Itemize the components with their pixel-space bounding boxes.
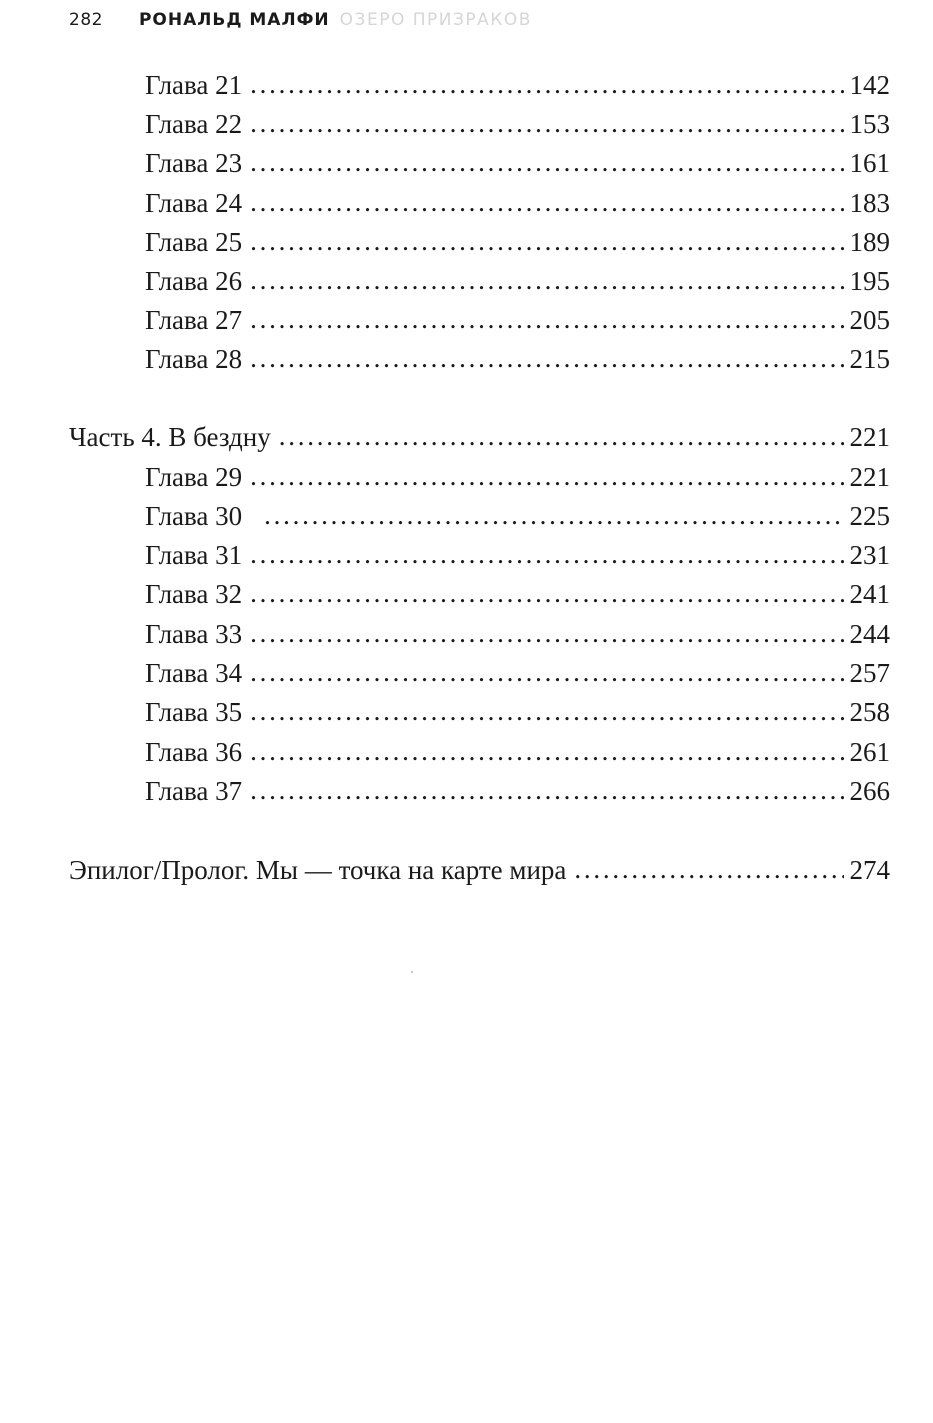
toc-entry-chapter-35 — [145, 695, 890, 729]
toc-entry-chapter-27 — [145, 303, 890, 337]
toc-entry-chapter-28 — [145, 342, 890, 376]
dot-leader — [574, 852, 843, 886]
toc-entry-label: Глава 35 — [145, 697, 243, 727]
toc-entry-label: Глава 21 — [145, 70, 243, 100]
toc-entry-label: Глава 33 — [145, 619, 243, 649]
dot-leader — [250, 224, 843, 258]
toc-entry-chapter-26 — [145, 264, 890, 298]
page-number: 282 — [69, 10, 103, 30]
dot-leader — [250, 145, 843, 179]
toc-entry-page: 231 — [849, 540, 890, 570]
dot-leader — [264, 498, 843, 532]
toc-entry-chapter-34 — [145, 656, 890, 690]
toc-entry-chapter-21 — [145, 68, 890, 102]
toc-entry-page: 153 — [849, 109, 890, 139]
dot-leader — [250, 576, 843, 610]
dot-leader — [250, 106, 843, 140]
toc-entry-chapter-24 — [145, 186, 890, 220]
dot-leader — [250, 694, 843, 728]
toc-entry-page: 258 — [849, 697, 890, 727]
toc-entry-chapter-32 — [145, 577, 890, 611]
author-name: РОНАЛЬД МАЛФИ — [138, 10, 330, 30]
dot-leader — [279, 419, 844, 453]
toc-entry-label: Глава 25 — [145, 227, 243, 257]
toc-entry-page: 261 — [849, 737, 890, 767]
dot-leader — [250, 537, 843, 571]
toc-entry-label: Глава 22 — [145, 109, 243, 139]
dot-leader — [250, 185, 843, 219]
toc-entry-label: Глава 23 — [145, 148, 243, 178]
dot-leader — [250, 734, 843, 768]
dot-leader — [250, 302, 843, 336]
toc-entry-label: Глава 31 — [145, 540, 243, 570]
toc-entry-label: Глава 26 — [145, 266, 243, 296]
toc-entry-label: Эпилог/Пролог. Мы — точка на карте мира — [69, 855, 567, 885]
toc-entry-chapter-23 — [145, 146, 890, 180]
toc-entry-page: 225 — [849, 501, 890, 531]
toc-entry-page: 183 — [849, 188, 890, 218]
toc-entry-chapter-36 — [145, 735, 890, 769]
toc-entry-label: Глава 32 — [145, 579, 243, 609]
dot-leader — [250, 341, 843, 375]
toc-entry-page: 221 — [849, 422, 890, 452]
toc-entry-page: 266 — [849, 776, 890, 806]
toc-entry-page: 161 — [849, 148, 890, 178]
toc-entry-page: 205 — [849, 305, 890, 335]
toc-entry-page: 241 — [849, 579, 890, 609]
toc-entry-page: 195 — [849, 266, 890, 296]
dot-leader — [250, 459, 843, 493]
toc-entry-part-4 — [69, 420, 890, 454]
toc-entry-label: Глава 24 — [145, 188, 243, 218]
toc-entry-label: Глава 28 — [145, 344, 243, 374]
toc-entry-label: Глава 37 — [145, 776, 243, 806]
book-title: ОЗЕРО ПРИЗРАКОВ — [339, 10, 532, 30]
toc-entry-page: 257 — [849, 658, 890, 688]
toc-entry-label: Глава 27 — [145, 305, 243, 335]
toc-entry-label: Глава 30 — [145, 501, 243, 531]
toc-entry-page: 189 — [849, 227, 890, 257]
toc-entry-label: Глава 34 — [145, 658, 243, 688]
toc-entry-chapter-29 — [145, 460, 890, 494]
dot-leader — [250, 655, 843, 689]
toc-entry-page: 244 — [849, 619, 890, 649]
dot-leader — [250, 67, 843, 101]
toc-entry-chapter-25 — [145, 225, 890, 259]
scan-speck — [411, 971, 413, 973]
toc-entry-page: 274 — [849, 855, 890, 885]
dot-leader — [250, 773, 843, 807]
dot-leader — [250, 616, 843, 650]
toc-entry-label: Часть 4. В бездну — [69, 422, 271, 452]
toc-entry-label: Глава 29 — [145, 462, 243, 492]
running-head — [69, 10, 532, 40]
toc-entry-page: 215 — [849, 344, 890, 374]
toc-entry-chapter-22 — [145, 107, 890, 141]
toc-entry-page: 221 — [849, 462, 890, 492]
toc-entry-page: 142 — [849, 70, 890, 100]
dot-leader — [250, 263, 843, 297]
toc-entry-chapter-37 — [145, 774, 890, 808]
toc-entry-chapter-33 — [145, 617, 890, 651]
toc-entry-epilogue — [69, 853, 890, 887]
toc-entry-chapter-31 — [145, 538, 890, 572]
toc-entry-label: Глава 36 — [145, 737, 243, 767]
toc-entry-chapter-30 — [145, 499, 890, 533]
